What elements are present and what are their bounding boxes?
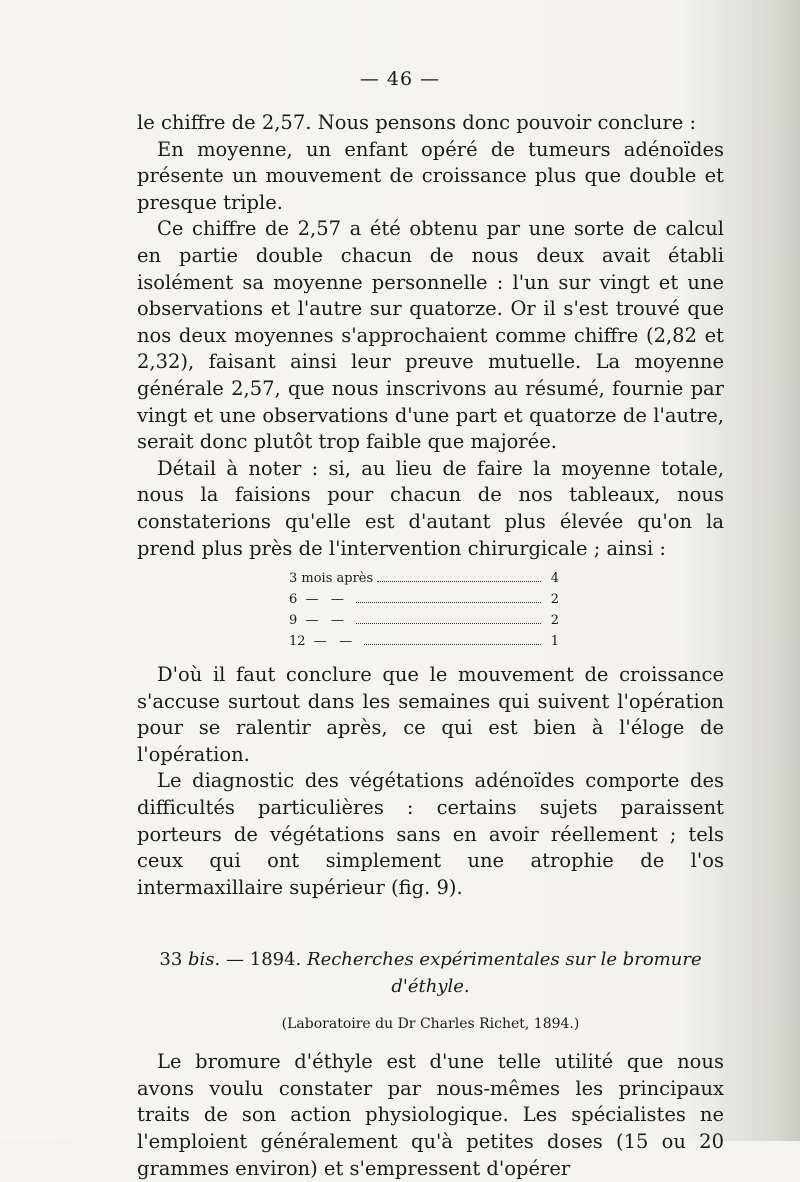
section-number: 33	[159, 949, 183, 971]
table-row-value: 1	[550, 634, 559, 650]
section-bis: bis.	[188, 949, 221, 971]
paragraph-calculation: Ce chiffre de 2,57 a été obtenu par une sorte de calcul en partie double chacun de nous deux avait établi isolément sa moyenne personnelle : l'un sur vingt et une observations et l'autre sur quatorze. Or il s'est trouvé que nos deux moyennes s'approchaient comme chiffre (2,82 et 2,32), faisant ainsi leur preuve mutuelle. La moyenne générale 2,57, que nous inscrivons au résumé, fournie par vingt et une observations d'une part et quatorze de l'autre, serait donc plutôt trop faible que majorée.	[137, 217, 724, 454]
table-row-value: 2	[550, 613, 559, 629]
table-row-label: 6 — —	[289, 592, 353, 608]
dot-leader	[356, 602, 541, 603]
section-year: — 1894.	[226, 949, 302, 971]
dot-leader	[377, 581, 541, 582]
table-row	[289, 568, 559, 589]
table-row	[289, 631, 559, 652]
table-row	[289, 610, 559, 631]
paragraph-conclusion: En moyenne, un enfant opéré de tumeurs adénoïdes présente un mouvement de croissance plus que double et presque triple.	[137, 137, 724, 214]
body-text	[137, 110, 724, 1182]
section-heading	[137, 947, 724, 1000]
dot-leader	[364, 644, 541, 645]
table-row	[289, 589, 559, 610]
table-row-value: 4	[550, 571, 559, 587]
paragraph-bromure: Le bromure d'éthyle est d'une telle utilité que nous avons voulu constater par nous-mêmes les principaux traits de son action physiologique. Les spécialistes ne l'emploient généralement qu'à petites doses (15 ou 20 grammes environ) et s'empressent d'opérer	[137, 1050, 724, 1180]
paragraph-continuation: le chiffre de 2,57. Nous pensons donc pouvoir conclure :	[137, 111, 697, 134]
paragraph-diagnosis: Le diagnostic des végétations adénoïdes comporte des difficultés particulières : certains sujets paraissent porteurs de végétations sans en avoir réellement ; tels ceux qui ont simplement une atrophie de l'os intermaxillaire supérieur (fig. 9).	[137, 769, 724, 899]
averages-table	[289, 568, 559, 652]
table-row-label: 3 mois après	[289, 571, 374, 587]
table-row-label: 9 — —	[289, 613, 353, 629]
section-subtitle: (Laboratoire du Dr Charles Richet, 1894.)	[281, 1015, 580, 1032]
table-row-value: 2	[550, 592, 559, 608]
paragraph-growth: D'où il faut conclure que le mouvement de croissance s'accuse surtout dans les semaines qui suivent l'opération pour se ralentir après, ce qui est bien à l'éloge de l'opération.	[137, 663, 724, 766]
page-number: — 46 —	[359, 68, 441, 90]
paragraph-detail: Détail à noter : si, au lieu de faire la moyenne totale, nous la faisions pour chacun de nos tableaux, nous constaterions qu'elle est d'autant plus élevée qu'on la prend plus près de l'intervention chirurgicale ; ainsi :	[137, 456, 724, 560]
section-title: Recherches expérimentales sur le bromure d'éthyle.	[307, 949, 702, 998]
dot-leader	[356, 623, 541, 624]
table-row-label: 12 — —	[289, 634, 361, 650]
